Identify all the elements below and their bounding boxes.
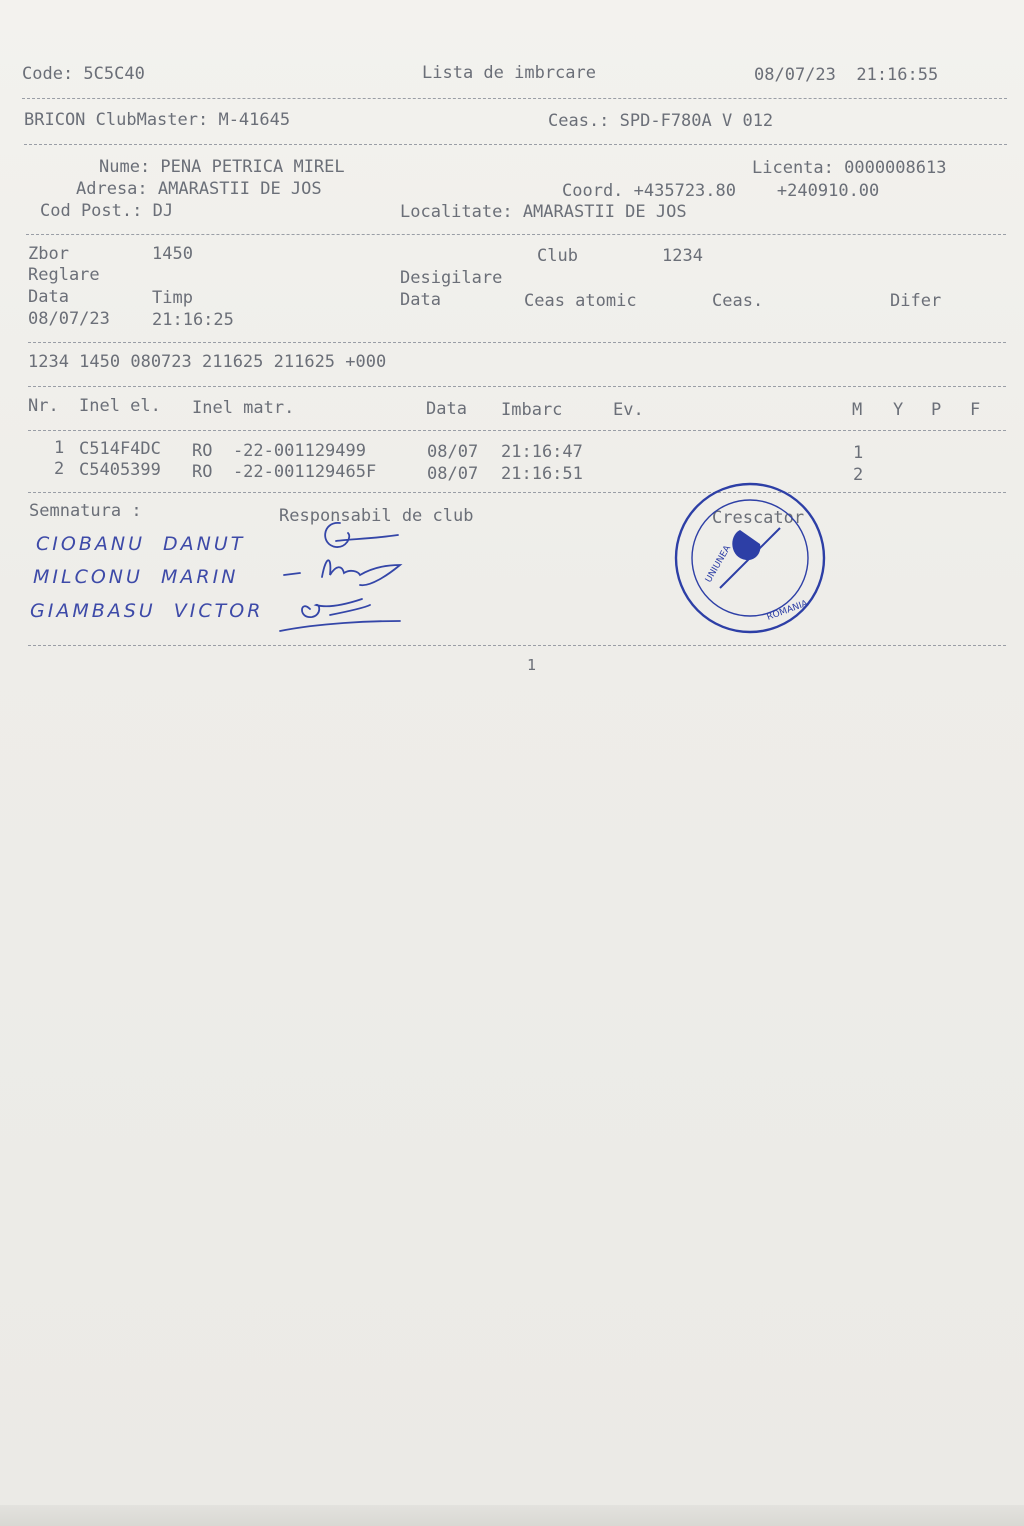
time-value: 21:16:25 xyxy=(152,310,234,330)
row-inel-el: C514F4DC xyxy=(79,439,161,459)
divider xyxy=(26,234,1006,235)
row-inel-matr: RO -22-001129465F xyxy=(192,462,377,482)
col-inel-matr: Inel matr. xyxy=(192,398,295,418)
divider xyxy=(28,386,1006,387)
official-stamp xyxy=(670,478,830,638)
difference-label: Difer xyxy=(890,291,942,311)
coordinates: Coord. +435723.80 +240910.00 xyxy=(562,181,880,201)
signature-label: Semnatura : xyxy=(29,501,142,521)
owner-address: Adresa: AMARASTII DE JOS xyxy=(76,179,322,199)
flight-label: Zbor xyxy=(28,244,69,264)
code-line: 1234 1450 080723 211625 211625 +000 xyxy=(28,352,387,372)
svg-text:ROMANIA: ROMANIA xyxy=(765,598,810,623)
time-label: Timp xyxy=(152,288,193,308)
page-number: 1 xyxy=(527,656,537,674)
clock-id: Ceas.: SPD-F780A V 012 xyxy=(548,111,774,131)
row-imbarc: 21:16:51 xyxy=(501,464,583,484)
atomic-clock-label: Ceas atomic xyxy=(524,291,637,311)
col-m: M xyxy=(852,400,863,420)
print-datetime: 08/07/23 21:16:55 xyxy=(754,65,939,85)
col-f: F xyxy=(970,400,981,420)
col-ev: Ev. xyxy=(613,400,644,420)
col-p: P xyxy=(931,400,942,420)
svg-text:UNIUNEA: UNIUNEA xyxy=(703,543,734,585)
row-data: 08/07 xyxy=(427,442,479,462)
row-nr: 1 xyxy=(54,438,65,458)
paper-edge xyxy=(0,1505,1024,1526)
row-inel-matr: RO -22-001129499 xyxy=(192,441,366,461)
club-label: Club xyxy=(537,246,578,266)
row-m: 1 xyxy=(853,443,864,463)
handwritten-name: CIOBANU DANUT xyxy=(36,533,246,555)
breeder-label: Crescator xyxy=(712,508,805,528)
row-m: 2 xyxy=(853,465,864,485)
locality: Localitate: AMARASTII DE JOS xyxy=(400,202,687,222)
club-responsible-label: Responsabil de club xyxy=(279,506,474,526)
reglare-label: Reglare xyxy=(28,265,100,285)
col-data: Data xyxy=(426,399,467,419)
col-nr: Nr. xyxy=(28,396,59,416)
signature-scribble xyxy=(270,515,410,640)
divider xyxy=(28,342,1006,343)
desigilare-label: Desigilare xyxy=(400,268,503,288)
clubmaster-label: BRICON ClubMaster: M-41645 xyxy=(24,110,291,130)
owner-name: Nume: PENA PETRICA MIREL xyxy=(99,157,345,177)
divider xyxy=(22,98,1007,99)
document-title: Lista de imbrcare xyxy=(422,63,596,83)
date-value: 08/07/23 xyxy=(28,309,110,329)
row-nr: 2 xyxy=(54,459,65,479)
clock-label: Ceas. xyxy=(712,291,764,311)
divider xyxy=(24,144,1007,145)
date-label: Data xyxy=(28,287,69,307)
row-inel-el: C5405399 xyxy=(79,460,161,480)
divider xyxy=(28,645,1006,646)
handwritten-name: MILCONU MARIN xyxy=(33,566,239,588)
col-imbarc: Imbarc xyxy=(501,400,563,420)
divider xyxy=(28,430,1006,431)
handwritten-name: GIAMBASU VICTOR xyxy=(30,600,264,622)
col-inel-el: Inel el. xyxy=(79,396,161,416)
postal-code: Cod Post.: DJ xyxy=(40,201,174,221)
code-label: Code: 5C5C40 xyxy=(22,64,145,84)
club-value: 1234 xyxy=(662,246,703,266)
flight-value: 1450 xyxy=(152,244,193,264)
col-y: Y xyxy=(893,400,904,420)
license-number: Licenta: 0000008613 xyxy=(752,158,947,178)
date-label-2: Data xyxy=(400,290,441,310)
divider xyxy=(28,492,1006,493)
row-imbarc: 21:16:47 xyxy=(501,442,583,462)
row-data: 08/07 xyxy=(427,464,479,484)
